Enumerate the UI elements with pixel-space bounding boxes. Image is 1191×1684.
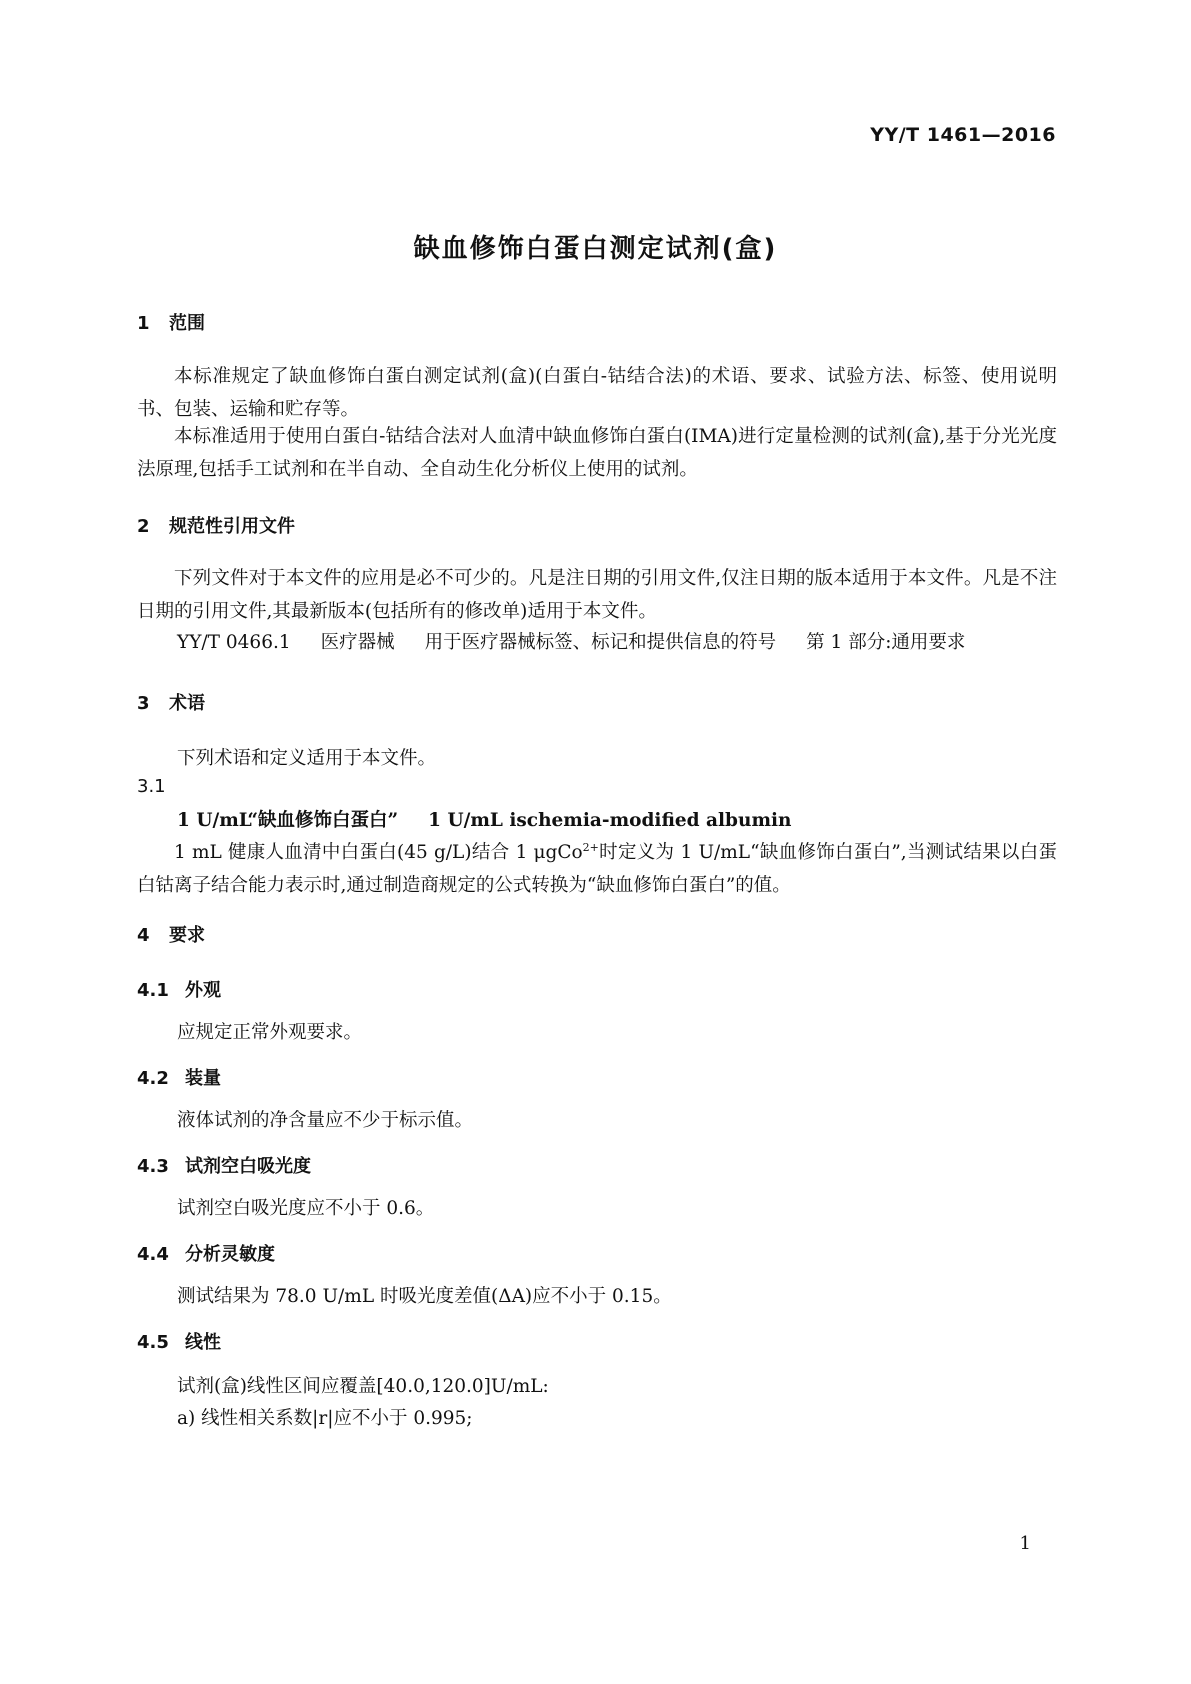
section-number: 3 xyxy=(137,693,150,714)
section-number: 2 xyxy=(137,516,150,537)
section-2-paragraph-1: 下列文件对于本文件的应用是必不可少的。凡是注日期的引用文件,仅注日期的版本适用于本文件。凡是不注日期的引用文件,其最新版本(包括所有的修改单)适用于本文件。 xyxy=(137,568,1057,622)
reference-title-part-2: 用于医疗器械标签、标记和提供信息的符号 xyxy=(424,632,777,653)
definition-part-b: 时定义为 1 U/mL“缺血修饰白蛋白”,当测试结果以白蛋白钴离子结合能力表示时,通过制造商规定的公式转换为“缺血修饰白蛋白”的值。 xyxy=(137,842,1057,897)
reference-code: YY/T 0466.1 xyxy=(177,632,291,653)
term-number: 3.1 xyxy=(137,776,166,797)
section-number: 4.3 xyxy=(137,1156,169,1177)
normative-reference xyxy=(177,628,965,654)
definition-part-a: 1 mL 健康人血清中白蛋白(45 g/L)结合 1 μgCo xyxy=(174,842,583,864)
section-4-5-text: 试剂(盒)线性区间应覆盖[40.0,120.0]U/mL: xyxy=(177,1376,549,1397)
section-title: 外观 xyxy=(185,980,221,1001)
reference-title-part-3: 第 1 部分:通用要求 xyxy=(806,632,966,653)
section-4-3-text: 试剂空白吸光度应不小于 0.6。 xyxy=(177,1198,435,1219)
section-title: 要求 xyxy=(169,925,205,946)
document-title: 缺血修饰白蛋白测定试剂(盒) xyxy=(413,234,778,264)
section-3-intro: 下列术语和定义适用于本文件。 xyxy=(177,748,437,769)
section-4-4-text: 测试结果为 78.0 U/mL 时吸光度差值(ΔA)应不小于 0.15。 xyxy=(177,1286,672,1307)
page-number: 1 xyxy=(1019,1533,1031,1554)
section-4-heading xyxy=(137,921,205,947)
section-title: 规范性引用文件 xyxy=(169,516,295,537)
standard-number: YY/T 1461—2016 xyxy=(870,124,1056,146)
term-english: 1 U/mL ischemia-modified albumin xyxy=(428,810,792,831)
section-4-1-text: 应规定正常外观要求。 xyxy=(177,1022,363,1043)
section-2-heading xyxy=(137,512,295,538)
section-1-paragraph-2: 本标准适用于使用白蛋白-钴结合法对人血清中缺血修饰白蛋白(IMA)进行定量检测的试剂(盒),基于分光光度法原理,包括手工试剂和在半自动、全自动生化分析仪上使用的试剂。 xyxy=(137,426,1057,480)
section-3-heading xyxy=(137,689,205,715)
term-entry xyxy=(177,806,792,832)
section-title: 范围 xyxy=(169,313,205,334)
section-number: 4.1 xyxy=(137,980,169,1001)
reference-title-part-1: 医疗器械 xyxy=(320,632,395,653)
definition-superscript: 2+ xyxy=(582,841,599,854)
section-1-heading xyxy=(137,309,205,335)
section-4-5-heading xyxy=(137,1328,221,1354)
section-number: 4 xyxy=(137,925,150,946)
section-title: 线性 xyxy=(185,1332,221,1353)
term-chinese: 1 U/mL“缺血修饰白蛋白” xyxy=(177,810,399,831)
section-1-paragraph-1: 本标准规定了缺血修饰白蛋白测定试剂(盒)(白蛋白-钴结合法)的术语、要求、试验方法、标签、使用说明书、包装、运输和贮存等。 xyxy=(137,366,1057,420)
section-4-4-heading xyxy=(137,1240,275,1266)
section-title: 分析灵敏度 xyxy=(185,1244,275,1265)
section-number: 4.2 xyxy=(137,1068,169,1089)
section-title: 术语 xyxy=(169,693,205,714)
section-title: 装量 xyxy=(185,1068,221,1089)
section-4-2-heading xyxy=(137,1064,221,1090)
section-4-2-text: 液体试剂的净含量应不少于标示值。 xyxy=(177,1110,474,1131)
section-4-3-heading xyxy=(137,1152,311,1178)
section-number: 4.5 xyxy=(137,1332,169,1353)
section-4-1-heading xyxy=(137,976,221,1002)
term-definition xyxy=(137,831,1057,902)
section-4-5-item-a: a) 线性相关系数|r|应不小于 0.995; xyxy=(177,1408,473,1429)
section-number: 4.4 xyxy=(137,1244,169,1265)
section-title: 试剂空白吸光度 xyxy=(185,1156,311,1177)
section-number: 1 xyxy=(137,313,150,334)
